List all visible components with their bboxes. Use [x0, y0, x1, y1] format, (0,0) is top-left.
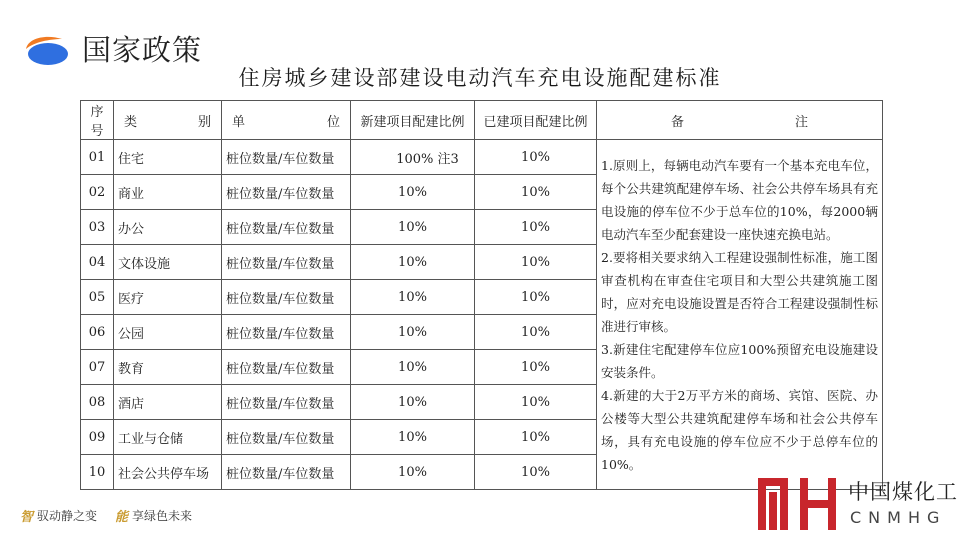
row-new-ratio: 10% — [351, 455, 475, 490]
row-no: 02 — [81, 175, 114, 210]
row-existing-ratio: 10% — [475, 175, 597, 210]
row-category: 公园 — [114, 315, 222, 350]
row-category: 工业与仓储 — [114, 420, 222, 455]
row-existing-ratio: 10% — [475, 385, 597, 420]
row-existing-ratio: 10% — [475, 350, 597, 385]
slogan-glyph-icon: 能 — [115, 510, 129, 525]
row-new-ratio-value: 100% 注3 — [396, 151, 459, 167]
header-category-part: 别 — [197, 114, 211, 130]
row-new-ratio: 10% — [351, 420, 475, 455]
header-category-part: 类 — [124, 114, 138, 130]
note-paragraph: 3.新建住宅配建停车位应100%预留充电设施建设安装条件。 — [601, 341, 878, 380]
row-unit: 桩位数量/车位数量 — [222, 280, 351, 315]
row-unit: 桩位数量/车位数量 — [222, 210, 351, 245]
row-new-ratio — [351, 140, 475, 175]
row-existing-ratio: 10% — [475, 420, 597, 455]
notes-cell — [597, 140, 883, 490]
row-existing-ratio: 10% — [475, 245, 597, 280]
row-unit: 桩位数量/车位数量 — [222, 175, 351, 210]
row-no: 08 — [81, 385, 114, 420]
row-no: 09 — [81, 420, 114, 455]
document-title: 住房城乡建设部建设电动汽车充电设施配建标准 — [238, 66, 722, 90]
row-no: 05 — [81, 280, 114, 315]
row-no: 06 — [81, 315, 114, 350]
header-notes-part: 备 — [671, 114, 685, 130]
section-title: 国家政策 — [82, 33, 203, 67]
brand-logo-icon — [756, 472, 840, 534]
slogan-glyph-icon: 智 — [20, 510, 34, 525]
row-no: 10 — [81, 455, 114, 490]
row-new-ratio: 10% — [351, 210, 475, 245]
footer-slogan — [20, 506, 192, 525]
row-existing-ratio: 10% — [475, 315, 597, 350]
header-no: 序号 — [81, 101, 114, 140]
row-existing-ratio: 10% — [475, 210, 597, 245]
row-category: 办公 — [114, 210, 222, 245]
row-unit: 桩位数量/车位数量 — [222, 455, 351, 490]
row-unit: 桩位数量/车位数量 — [222, 140, 351, 175]
row-category: 酒店 — [114, 385, 222, 420]
header-existing-ratio: 已建项目配建比例 — [475, 101, 597, 140]
header-notes — [597, 101, 883, 140]
header-unit-part: 单 — [232, 114, 246, 130]
row-category: 商业 — [114, 175, 222, 210]
row-category: 文体设施 — [114, 245, 222, 280]
header-unit — [222, 101, 351, 140]
slogan-text: 享绿色未来 — [132, 509, 193, 523]
header-category — [114, 101, 222, 140]
row-unit: 桩位数量/车位数量 — [222, 315, 351, 350]
row-no: 03 — [81, 210, 114, 245]
row-new-ratio: 10% — [351, 175, 475, 210]
row-unit: 桩位数量/车位数量 — [222, 420, 351, 455]
row-new-ratio: 10% — [351, 385, 475, 420]
row-existing-ratio: 10% — [475, 140, 597, 175]
row-unit: 桩位数量/车位数量 — [222, 385, 351, 420]
row-category: 教育 — [114, 350, 222, 385]
table-header-row — [81, 101, 883, 140]
row-unit: 桩位数量/车位数量 — [222, 245, 351, 280]
note-paragraph: 2.要将相关要求纳入工程建设强制性标准，施工图审查机构在审查住宅项目和大型公共建筑施工图时，应对充电设施设置是否符合工程建设强制性标准进行审核。 — [601, 249, 878, 334]
header-new-ratio: 新建项目配建比例 — [351, 101, 475, 140]
row-unit: 桩位数量/车位数量 — [222, 350, 351, 385]
row-no: 07 — [81, 350, 114, 385]
row-new-ratio: 10% — [351, 350, 475, 385]
row-category: 社会公共停车场 — [114, 455, 222, 490]
row-category: 医疗 — [114, 280, 222, 315]
row-category: 住宅 — [114, 140, 222, 175]
table-row — [81, 140, 883, 175]
row-existing-ratio: 10% — [475, 280, 597, 315]
header-unit-part: 位 — [326, 114, 340, 130]
row-new-ratio: 10% — [351, 245, 475, 280]
note-paragraph: 4.新建的大于2万平方米的商场、宾馆、医院、办公楼等大型公共建筑配建停车场和社会公共停车场，具有充电设施的停车位应不少于总停车位的10%。 — [601, 387, 878, 472]
note-paragraph: 1.原则上，每辆电动汽车要有一个基本充电车位，每个公共建筑配建停车场、社会公共停车场具有充电设施的停车位不少于总车位的10%，每2000辆电动汽车至少配套建设一座快速充换电站。 — [601, 157, 878, 242]
brand-name-en: CNMHG — [850, 508, 947, 527]
charging-standard-table — [80, 100, 883, 490]
row-new-ratio: 10% — [351, 315, 475, 350]
row-new-ratio: 10% — [351, 280, 475, 315]
row-no: 01 — [81, 140, 114, 175]
header-notes-part: 注 — [794, 114, 808, 130]
row-existing-ratio: 10% — [475, 455, 597, 490]
slogan-text: 驭动静之变 — [37, 509, 98, 523]
brand-name-cn: 中国煤化工 — [848, 480, 958, 504]
row-no: 04 — [81, 245, 114, 280]
